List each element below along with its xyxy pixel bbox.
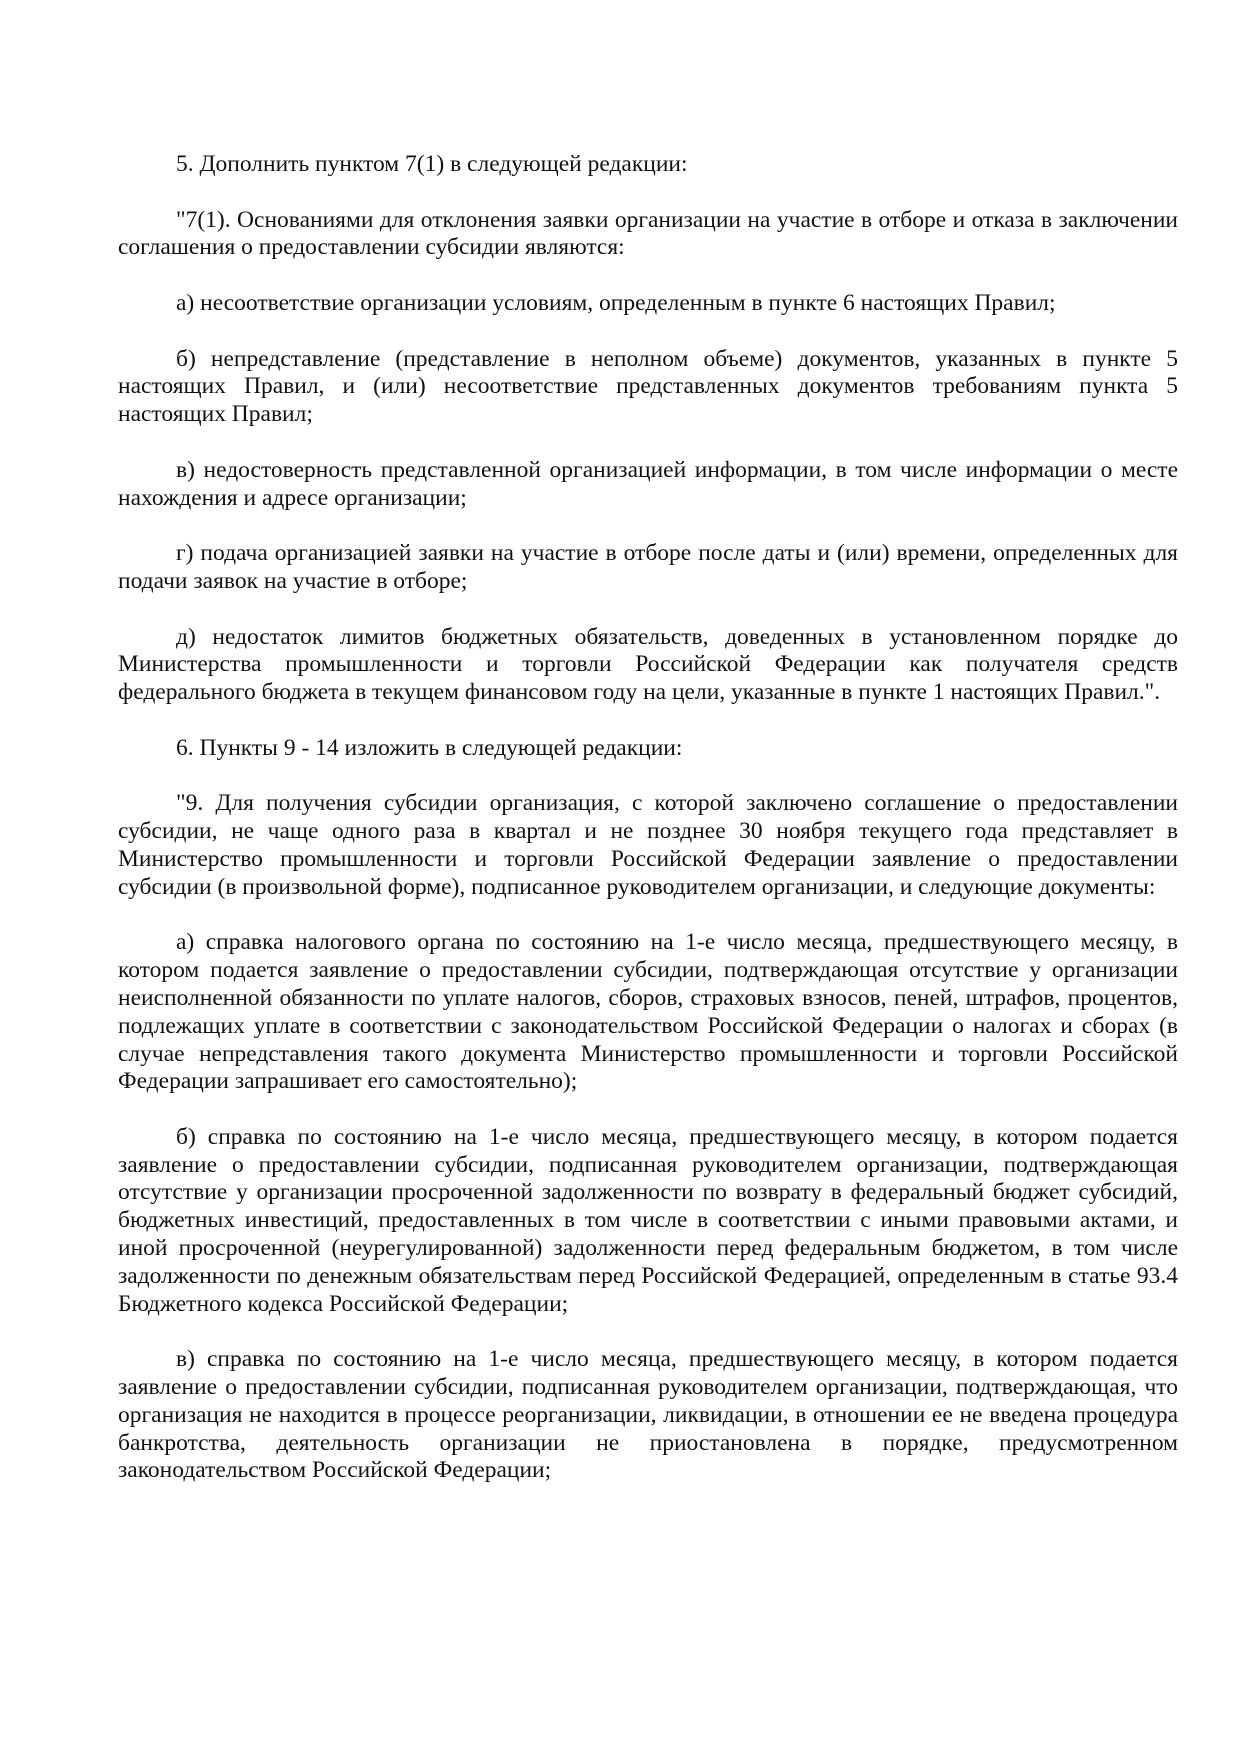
paragraph-9-v: в) справка по состоянию на 1-е число месяца, предшествующего месяцу, в котором подается заявление о предоставлении субсидии, подписанная руководителем организации, подтверждающая, что организация не находится в процессе реорганизации, ликвидации, в отношении ее не введена процедура банкротства, деятельность организации не приостановлена в порядке, предусмотренном законодательством Российской Федерации;	[118, 1346, 1178, 1484]
document-page	[118, 151, 1178, 1513]
paragraph-7-1-b: б) непредставление (представление в неполном объеме) документов, указанных в пункте 5 настоящих Правил, и (или) несоответствие представленных документов требованиям пункта 5 настоящих Правил;	[118, 345, 1178, 428]
paragraph-9-a: а) справка налогового органа по состоянию на 1-е число месяца, предшествующего месяцу, в котором подается заявление о предоставлении субсидии, подтверждающая отсутствие у организации неисполненной обязанности по уплате налогов, сборов, страховых взносов, пеней, штрафов, процентов, подлежащих уплате в соответствии с законодательством Российской Федерации о налогах и сборах (в случае непредставления такого документа Министерство промышленности и торговли Российской Федерации запрашивает его самостоятельно);	[118, 929, 1178, 1095]
paragraph-7-1-d: д) недостаток лимитов бюджетных обязательств, доведенных в установленном порядке до Министерства промышленности и торговли Российской Федерации как получателя средств федерального бюджета в текущем финансовом году на цели, указанные в пункте 1 настоящих Правил.".	[118, 623, 1178, 706]
paragraph-7-1-v: в) недостоверность представленной организацией информации, в том числе информации о месте нахождения и адресе организации;	[118, 456, 1178, 511]
paragraph-9-b: б) справка по состоянию на 1-е число месяца, предшествующего месяцу, в котором подается заявление о предоставлении субсидии, подписанная руководителем организации, подтверждающая отсутствие у организации просроченной задолженности по возврату в федеральный бюджет субсидий, бюджетных инвестиций, предоставленных в том числе в соответствии с иными правовыми актами, и иной просроченной (неурегулированной) задолженности перед федеральным бюджетом, в том числе задолженности по денежным обязательствам перед Российской Федерацией, определенным в статье 93.4 Бюджетного кодекса Российской Федерации;	[118, 1123, 1178, 1317]
paragraph-item-6: 6. Пункты 9 - 14 изложить в следующей редакции:	[176, 734, 683, 761]
paragraph-7-1-a: а) несоответствие организации условиям, определенным в пункте 6 настоящих Правил;	[176, 289, 1056, 316]
paragraph-9-intro: "9. Для получения субсидии организация, с которой заключено соглашение о предоставлении субсидии, не чаще одного раза в квартал и не позднее 30 ноября текущего года представляет в Министерство промышленности и торговли Российской Федерации заявление о предоставлении субсидии (в произвольной форме), подписанное руководителем организации, и следующие документы:	[118, 790, 1178, 900]
paragraph-item-5: 5. Дополнить пунктом 7(1) в следующей редакции:	[176, 151, 688, 177]
paragraph-7-1-g: г) подача организацией заявки на участие в отборе после даты и (или) времени, определенных для подачи заявок на участие в отборе;	[118, 540, 1178, 594]
paragraph-7-1-intro: "7(1). Основаниями для отклонения заявки организации на участие в отборе и отказа в заключении соглашения о предоставлении субсидии являются:	[118, 206, 1178, 261]
